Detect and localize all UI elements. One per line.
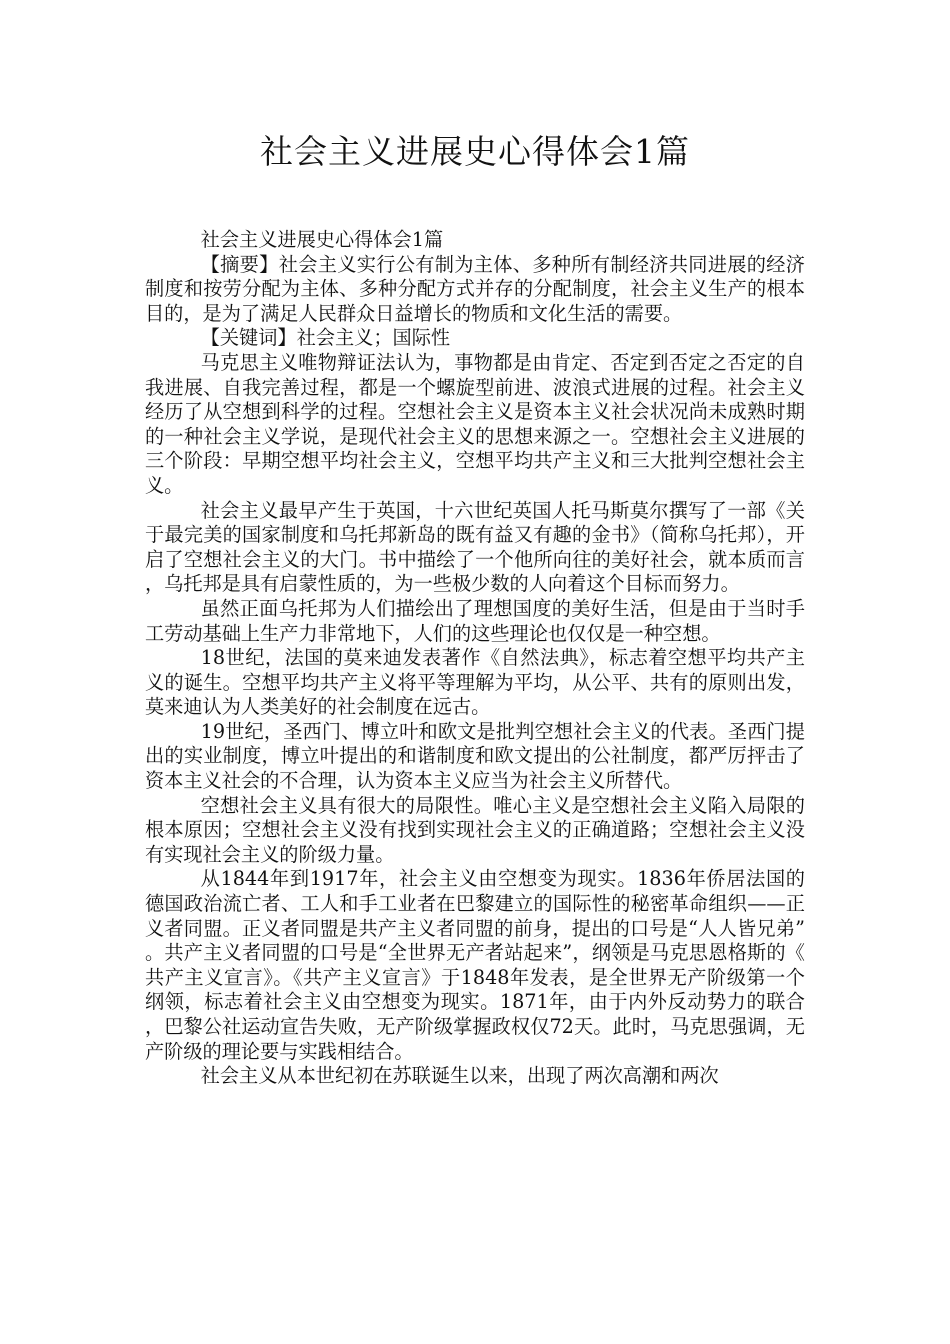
body-paragraph: 虽然正面乌托邦为人们描绘出了理想国度的美好生活，但是由于当时手工劳动基础上生产力非常地下，人们的这些理论也仅仅是一种空想。 (145, 596, 805, 645)
body-paragraph: 空想社会主义具有很大的局限性。唯心主义是空想社会主义陷入局限的根本原因；空想社会主义没有找到实现社会主义的正确道路；空想社会主义没有实现社会主义的阶级力量。 (145, 793, 805, 866)
body-paragraph: 社会主义从本世纪初在苏联诞生以来，出现了两次高潮和两次 (200, 1064, 719, 1088)
body-paragraph: 马克思主义唯物辩证法认为，事物都是由肯定、否定到否定之否定的自我进展、自我完善过程，都是一个螺旋型前进、波浪式进展的过程。社会主义经历了从空想到科学的过程。空想社会主义是资本主义社会状况尚未成熟时期的一种社会主义学说，是现代社会主义的思想来源之一。空想社会主义进展的三个阶段：早期空想平均社会主义，空想平均共产主义和三大批判空想社会主义。 (145, 350, 805, 497)
document-page (145, 128, 805, 1089)
body-paragraph: 从1844年到1917年，社会主义由空想变为现实。1836年侨居法国的德国政治流亡者、工人和手工业者在巴黎建立的国际性的秘密革命组织——正义者同盟。正义者同盟是共产主义者同盟的前身，提出的口号是“人人皆兄弟”。共产主义者同盟的口号是“全世界无产者站起来”，纲领是马克思恩格斯的《共产主义宣言》。《共产主义宣言》于1848年发表，是全世界无产阶级第一个纲领，标志着社会主义由空想变为现实。1871年，由于内外反动势力的联合，巴黎公社运动宣告失败，无产阶级掌握政权仅72天。此时，马克思强调，无产阶级的理论要与实践相结合。 (145, 867, 805, 1063)
body-paragraph: 18世纪，法国的莫来迪发表著作《自然法典》，标志着空想平均共产主义的诞生。空想平均共产主义将平等理解为平均，从公平、共有的原则出发，莫来迪认为人类美好的社会制度在远古。 (145, 646, 805, 719)
document-body (145, 228, 805, 1089)
subtitle-paragraph: 社会主义进展史心得体会1篇 (200, 228, 444, 251)
keywords-paragraph: 【关键词】社会主义；国际性 (200, 326, 451, 350)
body-paragraph: 社会主义最早产生于英国，十六世纪英国人托马斯莫尔撰写了一部《关于最完美的国家制度和乌托邦新岛的既有益又有趣的金书》（简称乌托邦），开启了空想社会主义的大门。书中描绘了一个他所向往的美好社会，就本质而言，乌托邦是具有启蒙性质的，为一些极少数的人向着这个目标而努力。 (145, 498, 805, 596)
document-title: 社会主义进展史心得体会1篇 (260, 132, 690, 171)
abstract-paragraph: 【摘要】社会主义实行公有制为主体、多种所有制经济共同进展的经济制度和按劳分配为主体、多种分配方式并存的分配制度，社会主义生产的根本目的，是为了满足人民群众日益增长的物质和文化生活的需要。 (145, 252, 805, 325)
body-paragraph: 19世纪，圣西门、博立叶和欧文是批判空想社会主义的代表。圣西门提出的实业制度，博立叶提出的和谐制度和欧文提出的公社制度，都严厉抨击了资本主义社会的不合理，认为资本主义应当为社会主义所替代。 (145, 719, 805, 793)
